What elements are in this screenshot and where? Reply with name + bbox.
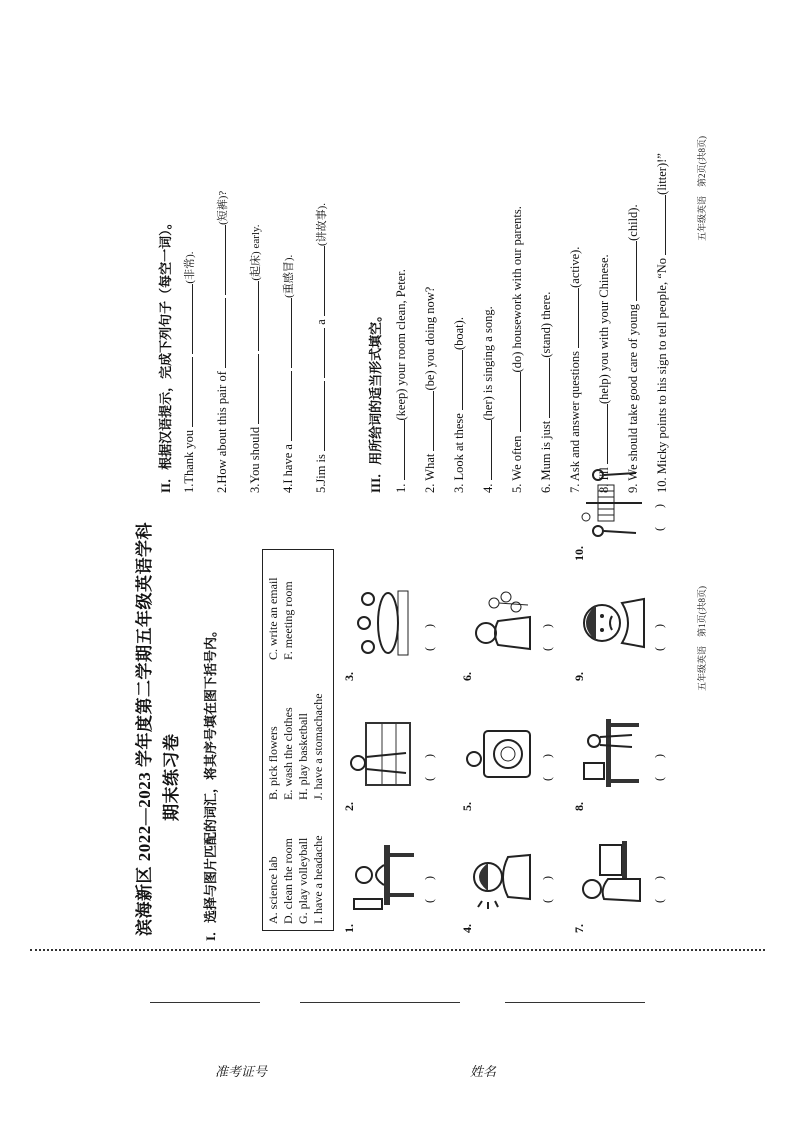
item-prefix: Ask and answer questions	[568, 347, 582, 482]
section3-heading: III．用所给词的适当形式填空。	[368, 308, 383, 493]
exam-title: 滨海新区 2022—2023 学年度第二学期五年级英语学科	[135, 522, 154, 936]
section3-item-8	[595, 254, 612, 493]
answer-parentheses[interactable]: ( )	[540, 746, 554, 781]
word-column-1	[266, 835, 326, 924]
chinese-hint: (短裤)?	[217, 190, 229, 225]
dusting-icon	[346, 713, 416, 793]
picture-item-4	[460, 823, 560, 933]
item-suffix: (litter)!”	[655, 153, 669, 195]
picture-item-8	[572, 701, 672, 811]
answer-blank[interactable]	[312, 381, 325, 451]
section3-item-9	[624, 204, 641, 493]
chinese-hint: (讲故事).	[316, 202, 328, 247]
answer-blank[interactable]	[450, 350, 463, 410]
item-prefix: Look at these	[452, 410, 466, 481]
item-suffix: (her) is singing a song.	[481, 306, 495, 421]
section3-item-2	[421, 287, 438, 493]
word-H: H. play basketball	[296, 713, 310, 800]
item-prefix: Thank you	[182, 426, 196, 484]
exam-subtitle: 期末练习卷	[162, 733, 181, 821]
side-label-name: 姓名	[470, 1064, 497, 1079]
item-suffix: (keep) your room clean, Peter.	[394, 269, 408, 421]
answer-blank[interactable]	[479, 421, 492, 481]
item-prefix: Jim is	[314, 450, 328, 484]
section2-item-2	[213, 191, 230, 493]
washing-machine-icon	[464, 713, 534, 793]
picture-number: 6.	[460, 672, 474, 681]
answer-blank[interactable]	[213, 225, 226, 295]
chinese-hint: (重感冒).	[283, 254, 295, 298]
answer-parentheses[interactable]: ( )	[540, 616, 554, 651]
item-suffix: (help) you with your Chinese.	[597, 254, 611, 404]
word-C: C. write an email	[266, 577, 280, 660]
item-prefix: I have a	[281, 440, 295, 484]
item-prefix: How about this pair of	[215, 368, 229, 484]
section3-item-3	[450, 317, 467, 493]
answer-blank[interactable]	[421, 391, 434, 451]
section3-item-4	[479, 306, 496, 493]
section2-item-3	[246, 225, 263, 493]
flowers-icon	[464, 583, 534, 663]
item-number: 5.	[510, 480, 524, 493]
word-F: F. meeting room	[281, 581, 295, 660]
side-label-exam-number: 准考证号	[215, 1064, 268, 1079]
word-E: E. wash the clothes	[281, 707, 295, 800]
word-box	[262, 549, 334, 931]
picture-item-2	[342, 701, 442, 811]
answer-blank[interactable]	[312, 246, 325, 316]
answer-parentheses[interactable]: ( )	[652, 746, 666, 781]
item-number: 4.	[481, 480, 495, 493]
stomachache-icon	[576, 583, 646, 663]
answer-blank[interactable]	[246, 281, 259, 351]
picture-item-1	[342, 823, 442, 933]
answer-blank[interactable]	[180, 284, 193, 354]
item-number: 2.	[423, 480, 437, 493]
item-suffix: (boat).	[452, 317, 466, 351]
item-suffix: (active).	[568, 246, 582, 288]
item-prefix: Mum is just	[539, 417, 553, 481]
section2-item-1	[180, 251, 197, 493]
picture-number: 4.	[460, 924, 474, 933]
word-D: D. clean the room	[281, 838, 295, 924]
answer-blank[interactable]	[653, 195, 666, 255]
item-suffix: (child).	[626, 204, 640, 241]
word-G: G. play volleyball	[296, 837, 310, 924]
answer-blank[interactable]	[246, 354, 259, 424]
chinese-hint: (起床) early.	[250, 224, 262, 281]
item-number: 10.	[655, 474, 669, 493]
chinese-hint: (非常).	[184, 251, 196, 284]
picture-item-9	[572, 571, 672, 681]
picture-item-5	[460, 701, 560, 811]
page2-footer: 五年级英语 第2页(共8页)	[697, 136, 707, 241]
item-number: 3.	[248, 483, 262, 493]
item-prefix: You should	[248, 423, 262, 484]
picture-number: 9.	[572, 672, 586, 681]
picture-item-6	[460, 571, 560, 681]
item-prefix: What	[423, 450, 437, 481]
picture-number: 10.	[572, 546, 586, 561]
picture-number: 5.	[460, 802, 474, 811]
page1-footer: 五年级英语 第1页(共8页)	[697, 586, 707, 691]
answer-parentheses[interactable]: ( )	[422, 746, 436, 781]
section3-item-5	[508, 206, 525, 493]
answer-blank[interactable]	[566, 288, 579, 348]
item-number: 1.	[394, 480, 408, 493]
section2-item-4	[279, 255, 296, 493]
section2-item-5	[312, 203, 329, 493]
answer-blank[interactable]	[312, 328, 325, 378]
picture-item-7	[572, 823, 672, 933]
item-prefix: Micky points to his sign to tell people, “No	[655, 254, 669, 475]
answer-blank[interactable]	[392, 421, 405, 481]
item-suffix: (do) housework with our parents.	[510, 206, 524, 373]
answer-parentheses[interactable]: ( )	[652, 496, 666, 531]
word-A: A. science lab	[266, 856, 280, 924]
answer-parentheses[interactable]: ( )	[422, 868, 436, 903]
item-number: 7.	[568, 481, 582, 493]
word-I: I. have a headache	[311, 835, 325, 924]
picture-number: 2.	[342, 802, 356, 811]
item-number: 1.	[182, 483, 196, 493]
word-J: J. have a stomachache	[311, 693, 325, 800]
answer-blank[interactable]	[508, 372, 521, 432]
section3-item-10	[653, 153, 670, 493]
item-number: 3.	[452, 480, 466, 493]
dotted-cut-line	[30, 949, 765, 951]
item-middle: a	[314, 316, 328, 325]
item-number: 8.	[597, 480, 611, 493]
answer-parentheses[interactable]: ( )	[652, 868, 666, 903]
science-lab-icon	[576, 713, 646, 793]
answer-blank[interactable]	[537, 358, 550, 418]
section1-heading: I．选择与图片匹配的词汇，将其序号填在图下括号内。	[203, 623, 218, 941]
item-number: 2.	[215, 483, 229, 493]
side-line-1	[150, 1002, 260, 1003]
item-number: 5.	[314, 483, 328, 493]
picture-number: 7.	[572, 924, 586, 933]
side-line-2	[300, 1002, 460, 1003]
desk-person-icon	[346, 835, 416, 915]
answer-blank[interactable]	[595, 404, 608, 464]
item-suffix: (stand) there.	[539, 291, 553, 358]
answer-blank[interactable]	[624, 241, 637, 301]
answer-blank[interactable]	[213, 298, 226, 368]
item-prefix: I'll	[597, 464, 611, 481]
answer-blank[interactable]	[279, 298, 292, 368]
answer-blank[interactable]	[180, 357, 193, 427]
side-line-3	[505, 1002, 645, 1003]
answer-parentheses[interactable]: ( )	[540, 868, 554, 903]
picture-number: 3.	[342, 672, 356, 681]
section3-item-6	[537, 292, 554, 493]
item-suffix: (be) you doing now?	[423, 286, 437, 391]
picture-item-3	[342, 571, 442, 681]
word-column-3	[266, 577, 296, 660]
section3-item-1	[392, 269, 409, 493]
word-column-2	[266, 693, 326, 800]
item-number: 9.	[626, 480, 640, 493]
answer-blank[interactable]	[279, 371, 292, 441]
answer-parentheses[interactable]: ( )	[422, 616, 436, 651]
laptop-icon	[576, 835, 646, 915]
picture-number: 1.	[342, 924, 356, 933]
word-B: B. pick flowers	[266, 726, 280, 800]
picture-number: 8.	[572, 802, 586, 811]
meeting-table-icon	[346, 583, 416, 663]
item-number: 6.	[539, 480, 553, 493]
item-number: 4.	[281, 483, 295, 493]
section2-heading: II．根据汉语提示，完成下列句子（每空一词）。	[158, 216, 173, 493]
item-prefix: We should take good care of young	[626, 300, 640, 481]
answer-parentheses[interactable]: ( )	[652, 616, 666, 651]
item-prefix: We often	[510, 432, 524, 481]
headache-icon	[464, 835, 534, 915]
section3-item-7	[566, 247, 583, 493]
